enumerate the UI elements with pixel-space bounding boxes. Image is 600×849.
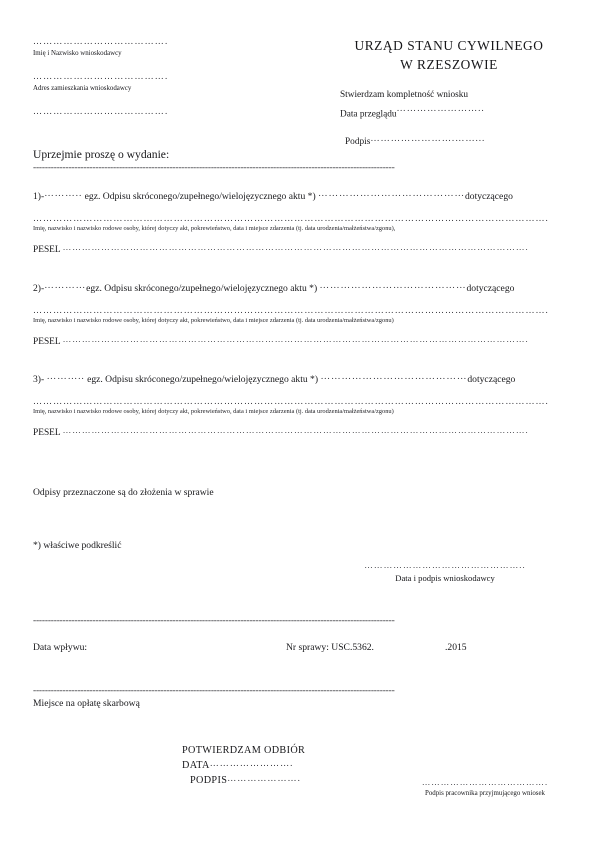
receipt-signature-field[interactable]	[182, 773, 305, 786]
item-1-pesel-dots: ……………………………………………………………………………………………………………………………….	[62, 242, 529, 253]
item-2-tail: dotyczącego	[466, 283, 515, 294]
item-3-main-line[interactable]	[33, 371, 573, 385]
item-2-person-dots[interactable]: ……………………………………………………………………………………………………………………………………….	[33, 305, 549, 315]
item-3-person-dots[interactable]: ……………………………………………………………………………………………………………………………………….	[33, 396, 549, 406]
underline-instruction-note: *) właściwe podkreślić	[33, 540, 122, 551]
item-2-count-dots: …………	[44, 280, 87, 291]
request-divider: --------------------------------------------------------------------------------------------------------------------------	[33, 163, 395, 173]
item-2-pesel-field[interactable]	[33, 334, 573, 347]
item-3-pesel-dots: ……………………………………………………………………………………………………………………………….	[62, 425, 529, 436]
applicant-address-dotted-line-2[interactable]: ………………………………….	[33, 106, 169, 116]
item-3-trail-dots: ……………………………………	[320, 371, 468, 382]
item-2-text: egz. Odpisu skróconego/zupełnego/wielojęzycznego aktu *)	[86, 283, 320, 294]
item-2-trail-dots: ……………………………………	[319, 280, 467, 291]
item-3-pesel-label: PESEL	[33, 428, 63, 439]
item-2-main-line[interactable]	[33, 280, 573, 294]
office-name-line-1: URZĄD STANU CYWILNEGO	[354, 38, 544, 53]
item-3-text: egz. Odpisu skróconego/zupełnego/wielojęzycznego aktu *)	[84, 374, 321, 385]
item-2-pesel-dots: ……………………………………………………………………………………………………………………………….	[62, 334, 529, 345]
item-1-main-line[interactable]	[33, 188, 573, 202]
receipt-signature-label: PODPIS	[190, 775, 228, 786]
clerk-signature-block	[385, 778, 585, 797]
applicant-address-field	[33, 71, 233, 92]
review-date-label: Data przeglądu	[340, 109, 397, 120]
review-date-field[interactable]	[340, 102, 580, 122]
applicant-signature-dots[interactable]: …………………………………………..	[364, 560, 526, 570]
item-3-tail: dotyczącego	[467, 374, 516, 385]
applicant-header-block	[33, 36, 233, 119]
applicant-name-field	[33, 36, 233, 57]
review-date-dots: ……………………..	[396, 104, 485, 115]
stamp-duty-note: Miejsce na opłatę skarbową	[33, 698, 140, 709]
item-1-trail-dots: ……………………………………	[318, 188, 465, 199]
applicant-name-dotted-line[interactable]: ………………………………….	[33, 36, 169, 46]
case-number-label[interactable]: Nr sprawy: USC.5362.	[286, 642, 374, 653]
item-1-number: 1)-	[33, 191, 45, 202]
request-title: Uprzejmie proszę o wydanie:	[33, 148, 170, 161]
office-signature-field[interactable]	[318, 134, 580, 147]
received-date-label[interactable]: Data wpływu:	[33, 642, 88, 653]
office-header-block	[318, 36, 580, 147]
applicant-address-label: Adres zamieszkania wnioskodawcy	[33, 85, 132, 92]
item-1-pesel-label: PESEL	[33, 245, 63, 256]
applicant-address-dotted-line[interactable]: ………………………………….	[33, 71, 169, 81]
applicant-signature-block	[330, 560, 560, 583]
item-1-count-dots: ………..	[44, 188, 83, 199]
item-1-pesel-field[interactable]	[33, 242, 573, 255]
office-divider-bottom: --------------------------------------------------------------------------------------------------------------------------	[33, 686, 395, 696]
purpose-note: Odpisy przeznaczone są do złożenia w sprawie	[33, 487, 214, 498]
item-3-count-dots: ………..	[46, 371, 85, 382]
receipt-date-dots: …………………….	[209, 758, 294, 768]
item-1-text: egz. Odpisu skróconego/zupełnego/wielojęzycznego aktu *)	[82, 191, 319, 202]
receipt-title: POTWIERDZAM ODBIÓR	[182, 745, 306, 756]
clerk-signature-label: Podpis pracownika przyjmującego wniosek	[425, 790, 545, 797]
office-signature-label: Podpis	[345, 137, 371, 148]
item-2-number: 2)-	[33, 283, 45, 294]
copy-request-item-1	[33, 188, 573, 255]
copy-request-item-3	[33, 371, 573, 438]
applicant-name-label: Imię i Nazwisko wnioskodawcy	[33, 50, 122, 57]
item-1-caption: Imię, nazwisko i nazwisko rodowe osoby, której dotyczy akt, pokrewieństwo, data i miejsce zdarzenia (tj. data urodzenia/małżeństwa/zgonu),	[33, 225, 396, 232]
receipt-date-label: DATA	[182, 760, 210, 771]
completeness-confirmation-block	[318, 88, 580, 122]
item-3-caption: Imię, nazwisko i nazwisko rodowe osoby, której dotyczy akt, pokrewieństwo, data i miejsce zdarzenia (tj. data urodzenia/małżeństwa/zgonu)	[33, 408, 394, 415]
copy-request-item-2	[33, 280, 573, 347]
clerk-signature-dots[interactable]: ………………………………….	[421, 778, 549, 787]
receipt-confirmation-block	[182, 745, 305, 786]
applicant-signature-label: Data i podpis wnioskodawcy	[395, 573, 495, 583]
office-divider-top: --------------------------------------------------------------------------------------------------------------------------	[33, 616, 395, 626]
item-1-person-dots[interactable]: ……………………………………………………………………………………………………………………………………….	[33, 213, 549, 223]
receipt-signature-dots: ………………….	[227, 773, 301, 783]
item-2-caption: Imię, nazwisko i nazwisko rodowe osoby, której dotyczy akt, pokrewieństwo, data i miejsce zdarzenia (tj. data urodzenia/małżeństwa/zgonu)	[33, 317, 394, 324]
completeness-confirmation-text: Stwierdzam kompletność wniosku	[340, 89, 469, 100]
item-1-tail: dotyczącego	[464, 191, 513, 202]
receipt-date-field[interactable]	[182, 758, 305, 771]
item-3-pesel-field[interactable]	[33, 425, 573, 438]
item-2-pesel-label: PESEL	[33, 337, 63, 348]
office-name-line-2: W RZESZOWIE	[400, 57, 498, 73]
case-year: .2015	[445, 642, 467, 653]
office-signature-dots: …………………….……...	[370, 134, 486, 145]
item-3-number: 3)-	[33, 374, 47, 385]
